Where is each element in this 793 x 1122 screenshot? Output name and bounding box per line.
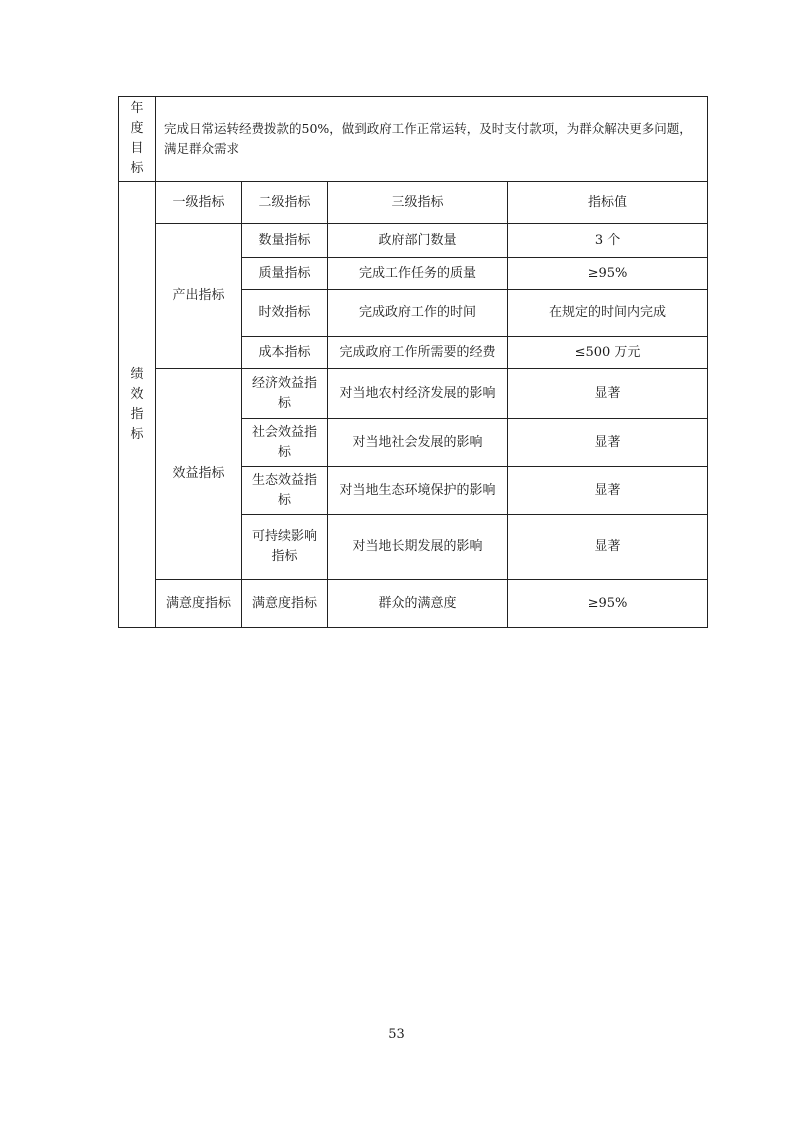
- value-cell: 显著: [508, 467, 708, 515]
- goal-label: 年度目标: [130, 101, 144, 176]
- value-cell: 3 个: [508, 224, 708, 258]
- level3-cell: 对当地长期发展的影响: [328, 515, 508, 580]
- group-satisfaction: 满意度指标: [156, 580, 242, 628]
- header-row: [119, 182, 708, 224]
- header-value: 指标值: [508, 182, 708, 224]
- level3-cell: 完成工作任务的质量: [328, 258, 508, 290]
- level3-cell: 对当地生态环境保护的影响: [328, 467, 508, 515]
- header-level3: 三级指标: [328, 182, 508, 224]
- level2-cell: 时效指标: [242, 290, 328, 337]
- group-benefit: 效益指标: [156, 369, 242, 580]
- value-cell: 显著: [508, 369, 708, 419]
- level3-cell: 政府部门数量: [328, 224, 508, 258]
- value-cell: ≥95%: [508, 258, 708, 290]
- goal-label-cell: [119, 97, 156, 182]
- level2-cell: 可持续影响指标: [242, 515, 328, 580]
- value-cell: ≤500 万元: [508, 337, 708, 369]
- table-row: [119, 580, 708, 628]
- group-output: 产出指标: [156, 224, 242, 369]
- header-level2: 二级指标: [242, 182, 328, 224]
- level2-cell: 满意度指标: [242, 580, 328, 628]
- page-number: 53: [388, 1027, 405, 1042]
- value-cell: ≥95%: [508, 580, 708, 628]
- value-cell: 显著: [508, 419, 708, 467]
- value-cell: 显著: [508, 515, 708, 580]
- level2-cell: 质量指标: [242, 258, 328, 290]
- level3-cell: 完成政府工作所需要的经费: [328, 337, 508, 369]
- level2-cell: 社会效益指标: [242, 419, 328, 467]
- table-row: [119, 369, 708, 419]
- perf-label: 绩效指标: [130, 366, 144, 442]
- level3-cell: 对当地社会发展的影响: [328, 419, 508, 467]
- table-row: [119, 224, 708, 258]
- header-level1: 一级指标: [156, 182, 242, 224]
- performance-table: [118, 96, 708, 628]
- goal-text-cell: [156, 97, 708, 182]
- level3-cell: 对当地农村经济发展的影响: [328, 369, 508, 419]
- value-cell: 在规定的时间内完成: [508, 290, 708, 337]
- level2-cell: 经济效益指标: [242, 369, 328, 419]
- level3-cell: 完成政府工作的时间: [328, 290, 508, 337]
- perf-label-cell: [119, 182, 156, 628]
- level2-cell: 数量指标: [242, 224, 328, 258]
- level2-cell: 成本指标: [242, 337, 328, 369]
- level2-cell: 生态效益指标: [242, 467, 328, 515]
- goal-text: 完成日常运转经费拨款的50%，做到政府工作正常运转，及时支付款项，为群众解决更多问题，满足群众需求: [164, 121, 692, 156]
- goal-row: [119, 97, 708, 182]
- level3-cell: 群众的满意度: [328, 580, 508, 628]
